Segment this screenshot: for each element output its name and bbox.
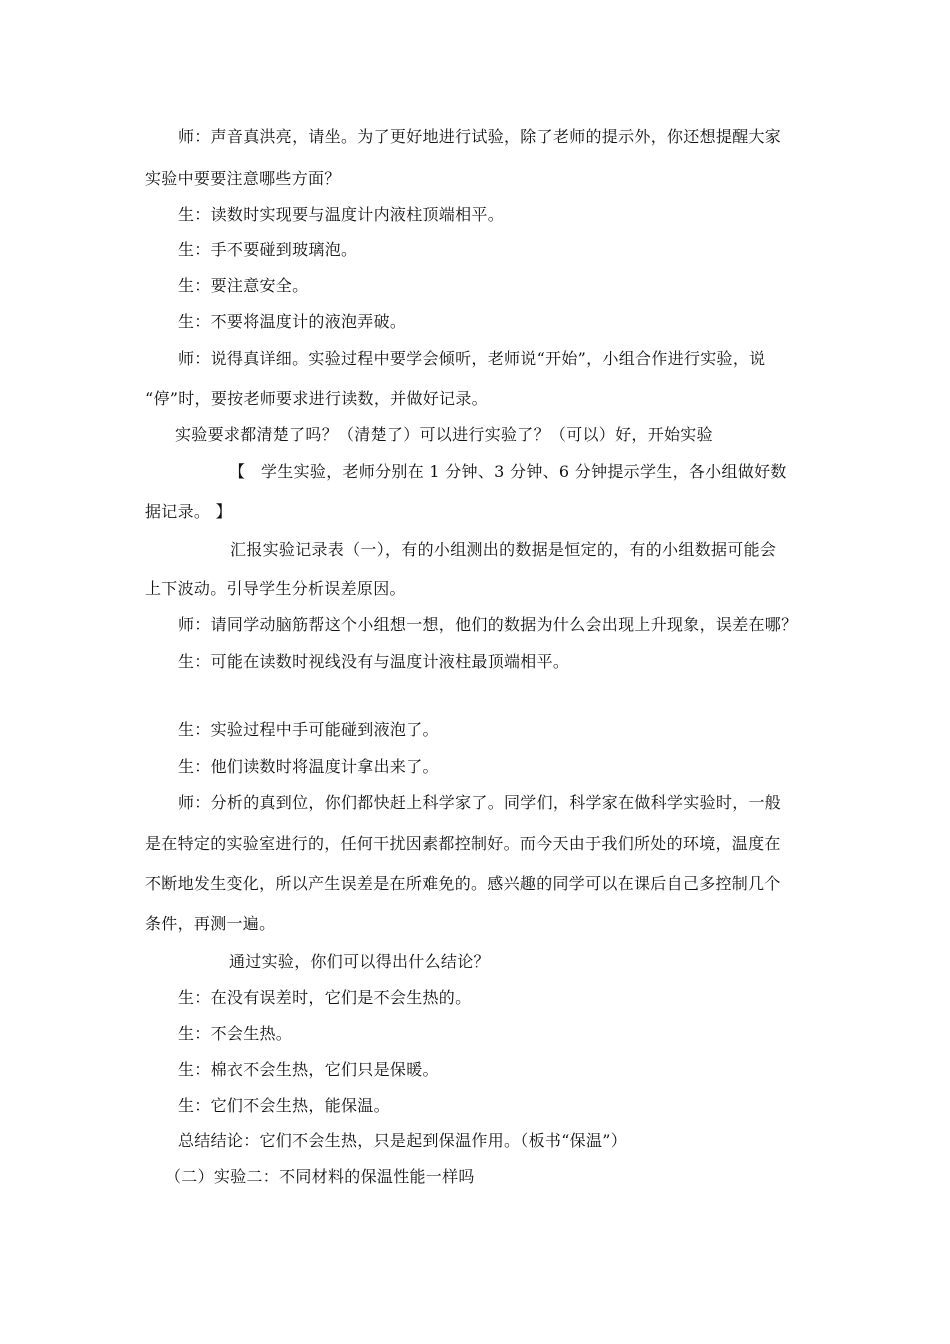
section-heading: （二）实验二：不同材料的保温性能一样吗 (165, 1167, 475, 1186)
paragraph-line: 生：他们读数时将温度计拿出来了。 (178, 757, 439, 776)
paragraph-line: 生：可能在读数时视线没有与温度计液柱最顶端相平。 (178, 652, 570, 671)
paragraph-line: 据记录。 】 (145, 502, 232, 521)
paragraph-line: 生：手不要碰到玻璃泡。 (178, 240, 358, 259)
paragraph-line: 生：不会生热。 (178, 1024, 293, 1043)
paragraph-line: 生：要注意安全。 (178, 276, 309, 295)
paragraph-line: 生：读数时实现要与温度计内液柱顶端相平。 (178, 205, 505, 224)
paragraph-line: 实验中要要注意哪些方面？ (145, 169, 341, 188)
paragraph-line: 师：声音真洪亮，请坐。为了更好地进行试验，除了老师的提示外，你还想提醒大家 (178, 127, 782, 146)
paragraph-line: 师：说得真详细。实验过程中要学会倾听，老师说“开始”，小组合作进行实验，说 (178, 349, 766, 368)
paragraph-line: 是在特定的实验室进行的，任何干扰因素都控制好。而今天由于我们所处的环境，温度在 (145, 834, 781, 853)
paragraph-line: 生：在没有误差时，它们是不会生热的。 (178, 988, 472, 1007)
paragraph-line: 实验要求都清楚了吗？（清楚了）可以进行实验了？（可以）好，开始实验 (175, 425, 713, 444)
paragraph-line: 不断地发生变化，所以产生误差是在所难免的。感兴趣的同学可以在课后自己多控制几个 (145, 874, 781, 893)
paragraph-line: 师：请同学动脑筋帮这个小组想一想，他们的数据为什么会出现上升现象，误差在哪？ (178, 615, 798, 634)
bracket-open: 【 (229, 462, 246, 481)
paragraph-line: 上下波动。引导学生分析误差原因。 (145, 579, 406, 598)
paragraph-line: 生：它们不会生热，能保温。 (178, 1096, 390, 1115)
paragraph-line: 总结结论：它们不会生热，只是起到保温作用。（板书“保温”） (178, 1131, 628, 1150)
paragraph-line: 生：实验过程中手可能碰到液泡了。 (178, 720, 439, 739)
paragraph-line: “停”时，要按老师要求进行读数，并做好记录。 (145, 389, 488, 408)
paragraph-line: 生：不要将温度计的液泡弄破。 (178, 312, 407, 331)
paragraph-line: 汇报实验记录表（一），有的小组测出的数据是恒定的，有的小组数据可能会 (230, 540, 777, 559)
paragraph-line: 师：分析的真到位，你们都快赶上科学家了。同学们，科学家在做科学实验时，一般 (178, 793, 782, 812)
paragraph-line: 学生实验，老师分别在 1 分钟、3 分钟、6 分钟提示学生，各小组做好数 (261, 462, 787, 481)
paragraph-line: 生：棉衣不会生热，它们只是保暖。 (178, 1060, 439, 1079)
paragraph-line: 通过实验，你们可以得出什么结论？ (229, 952, 490, 971)
paragraph-line: 条件，再测一遍。 (145, 914, 276, 933)
